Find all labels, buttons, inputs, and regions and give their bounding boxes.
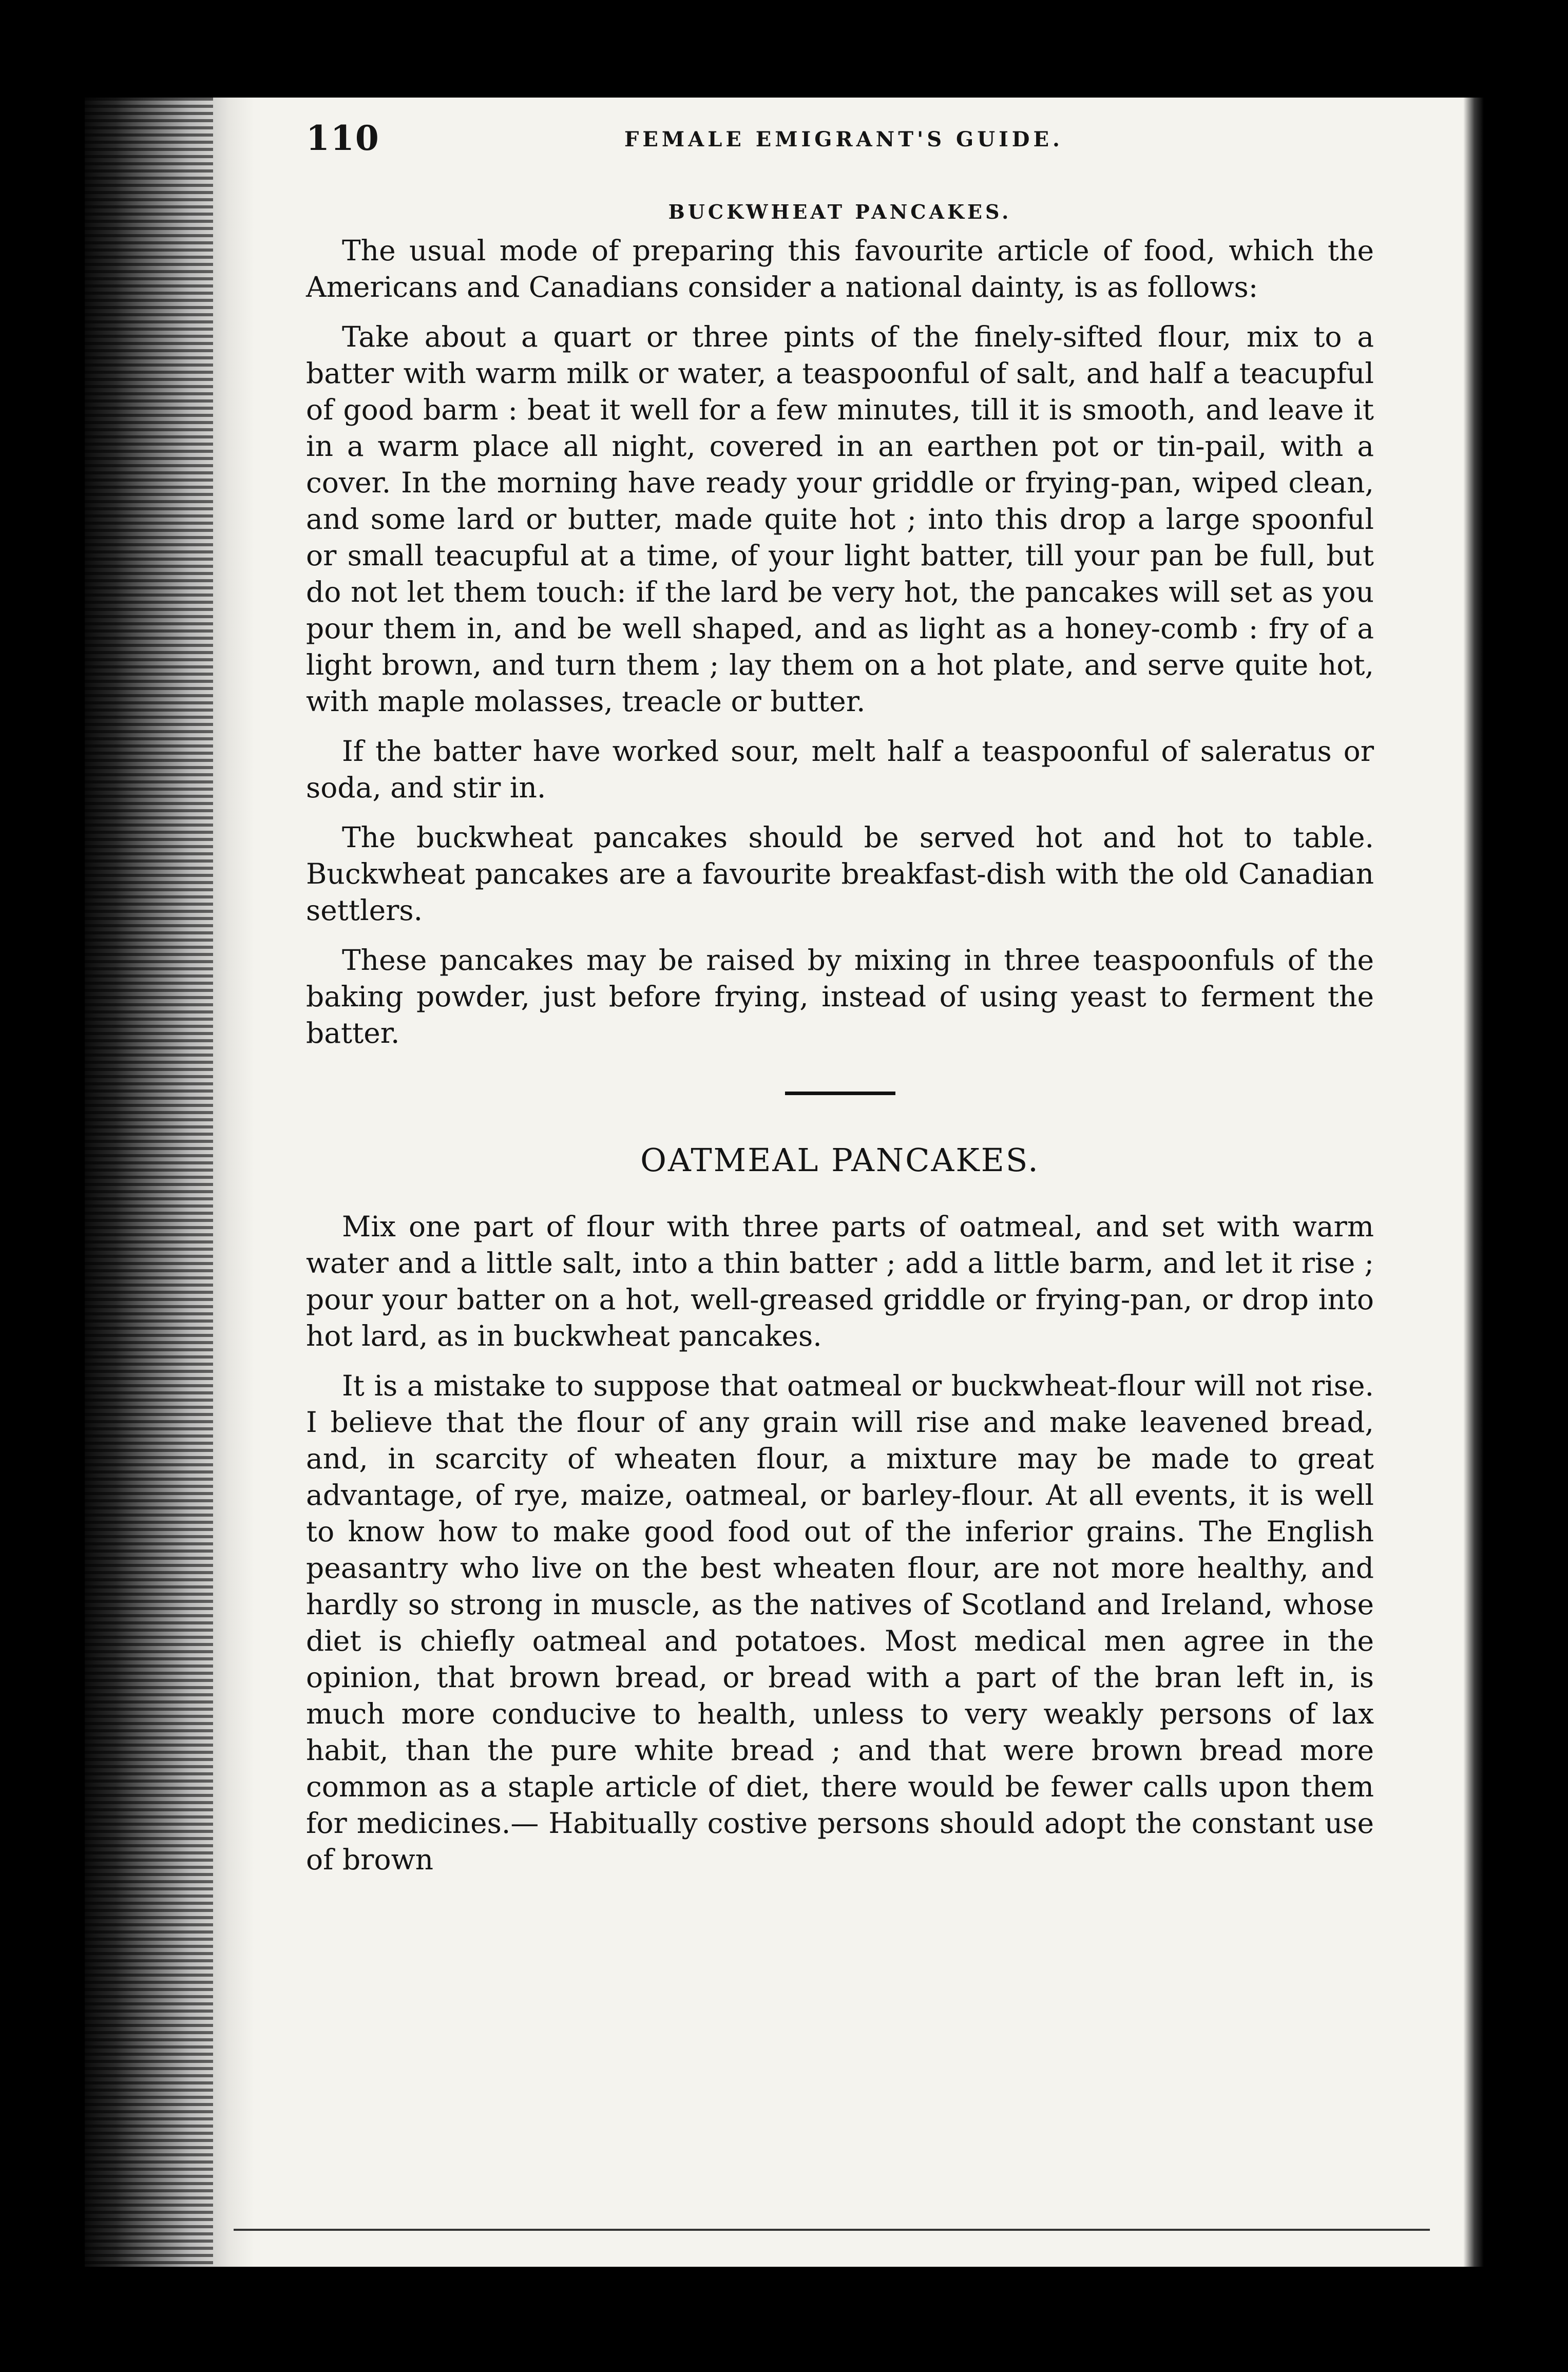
paragraph: If the batter have worked sour, melt half a teaspoonful of saleratus or soda, and stir in. xyxy=(306,735,1374,804)
section-heading-buckwheat: BUCKWHEAT PANCAKES. xyxy=(668,200,1012,223)
running-header xyxy=(306,118,1374,180)
page-bottom-edge xyxy=(234,2229,1430,2231)
paragraph: Mix one part of flour with three parts of oatmeal, and set with warm water and a little salt, into a thin batter ; add a little barm, and let it rise ; pour your batter on a hot, well-greased griddle or frying-pan, or drop into hot lard, as in buckwheat pancakes. xyxy=(306,1210,1374,1352)
paragraph: These pancakes may be raised by mixing in three teaspoonfuls of the baking powder, just before frying, instead of using yeast to ferment the batter. xyxy=(306,944,1374,1049)
paragraph: The usual mode of preparing this favourite article of food, which the Americans and Canadians consider a national dainty, is as follows: xyxy=(306,234,1374,303)
gutter-scan-noise xyxy=(85,98,213,2267)
section-heading-oatmeal: OATMEAL PANCAKES. xyxy=(640,1141,1040,1179)
page-number: 110 xyxy=(306,118,380,158)
paragraph: It is a mistake to suppose that oatmeal or buckwheat-flour will not rise. I believe that the flour of any grain will rise and make leavened bread, and, in scarcity of wheaten flour, a mixture may be made to great advantage, of rye, maize, oatmeal, or barley-flour. At all events, it is well to know how to make good food out of the inferior grains. The English peasantry who live on the best wheaten flour, are not more healthy, and hardly so strong in muscle, as the natives of Scotland and Ireland, whose diet is chiefly oatmeal and potatoes. Most medical men agree in the opinion, that brown bread, or bread with a part of the bran left in, is much more conducive to health, unless to very weakly persons of lax habit, than the pure white bread ; and that were brown bread more common as a staple article of diet, there would be fewer calls upon them for medicines.— Habitually costive persons should adopt the constant use of brown xyxy=(306,1369,1374,1876)
page-right-edge xyxy=(1463,98,1484,2267)
running-title: FEMALE EMIGRANT'S GUIDE. xyxy=(624,127,1063,151)
page-text-block xyxy=(306,118,1374,1891)
paragraph: Take about a quart or three pints of the finely-sifted flour, mix to a batter with warm milk or water, a teaspoonful of salt, and half a teacupful of good barm : beat it well for a few minutes, till it is smooth, and leave it in a warm place all night, covered in an earthen pot or tin-pail, with a cover. In the morning have ready your griddle or frying-pan, wiped clean, and some lard or butter, made quite hot ; into this drop a large spoonful or small teacupful at a time, of your light batter, till your pan be full, but do not let them touch: if the lard be very hot, the pancakes will set as you pour them in, and be well shaped, and as light as a honey-comb : fry of a light brown, and turn them ; lay them on a hot plate, and serve quite hot, with maple molasses, treacle or butter. xyxy=(306,320,1374,718)
paragraph: The buckwheat pancakes should be served hot and hot to table. Buckwheat pancakes are a favourite breakfast-dish with the old Canadian settlers. xyxy=(306,821,1374,927)
section-divider xyxy=(785,1092,895,1095)
